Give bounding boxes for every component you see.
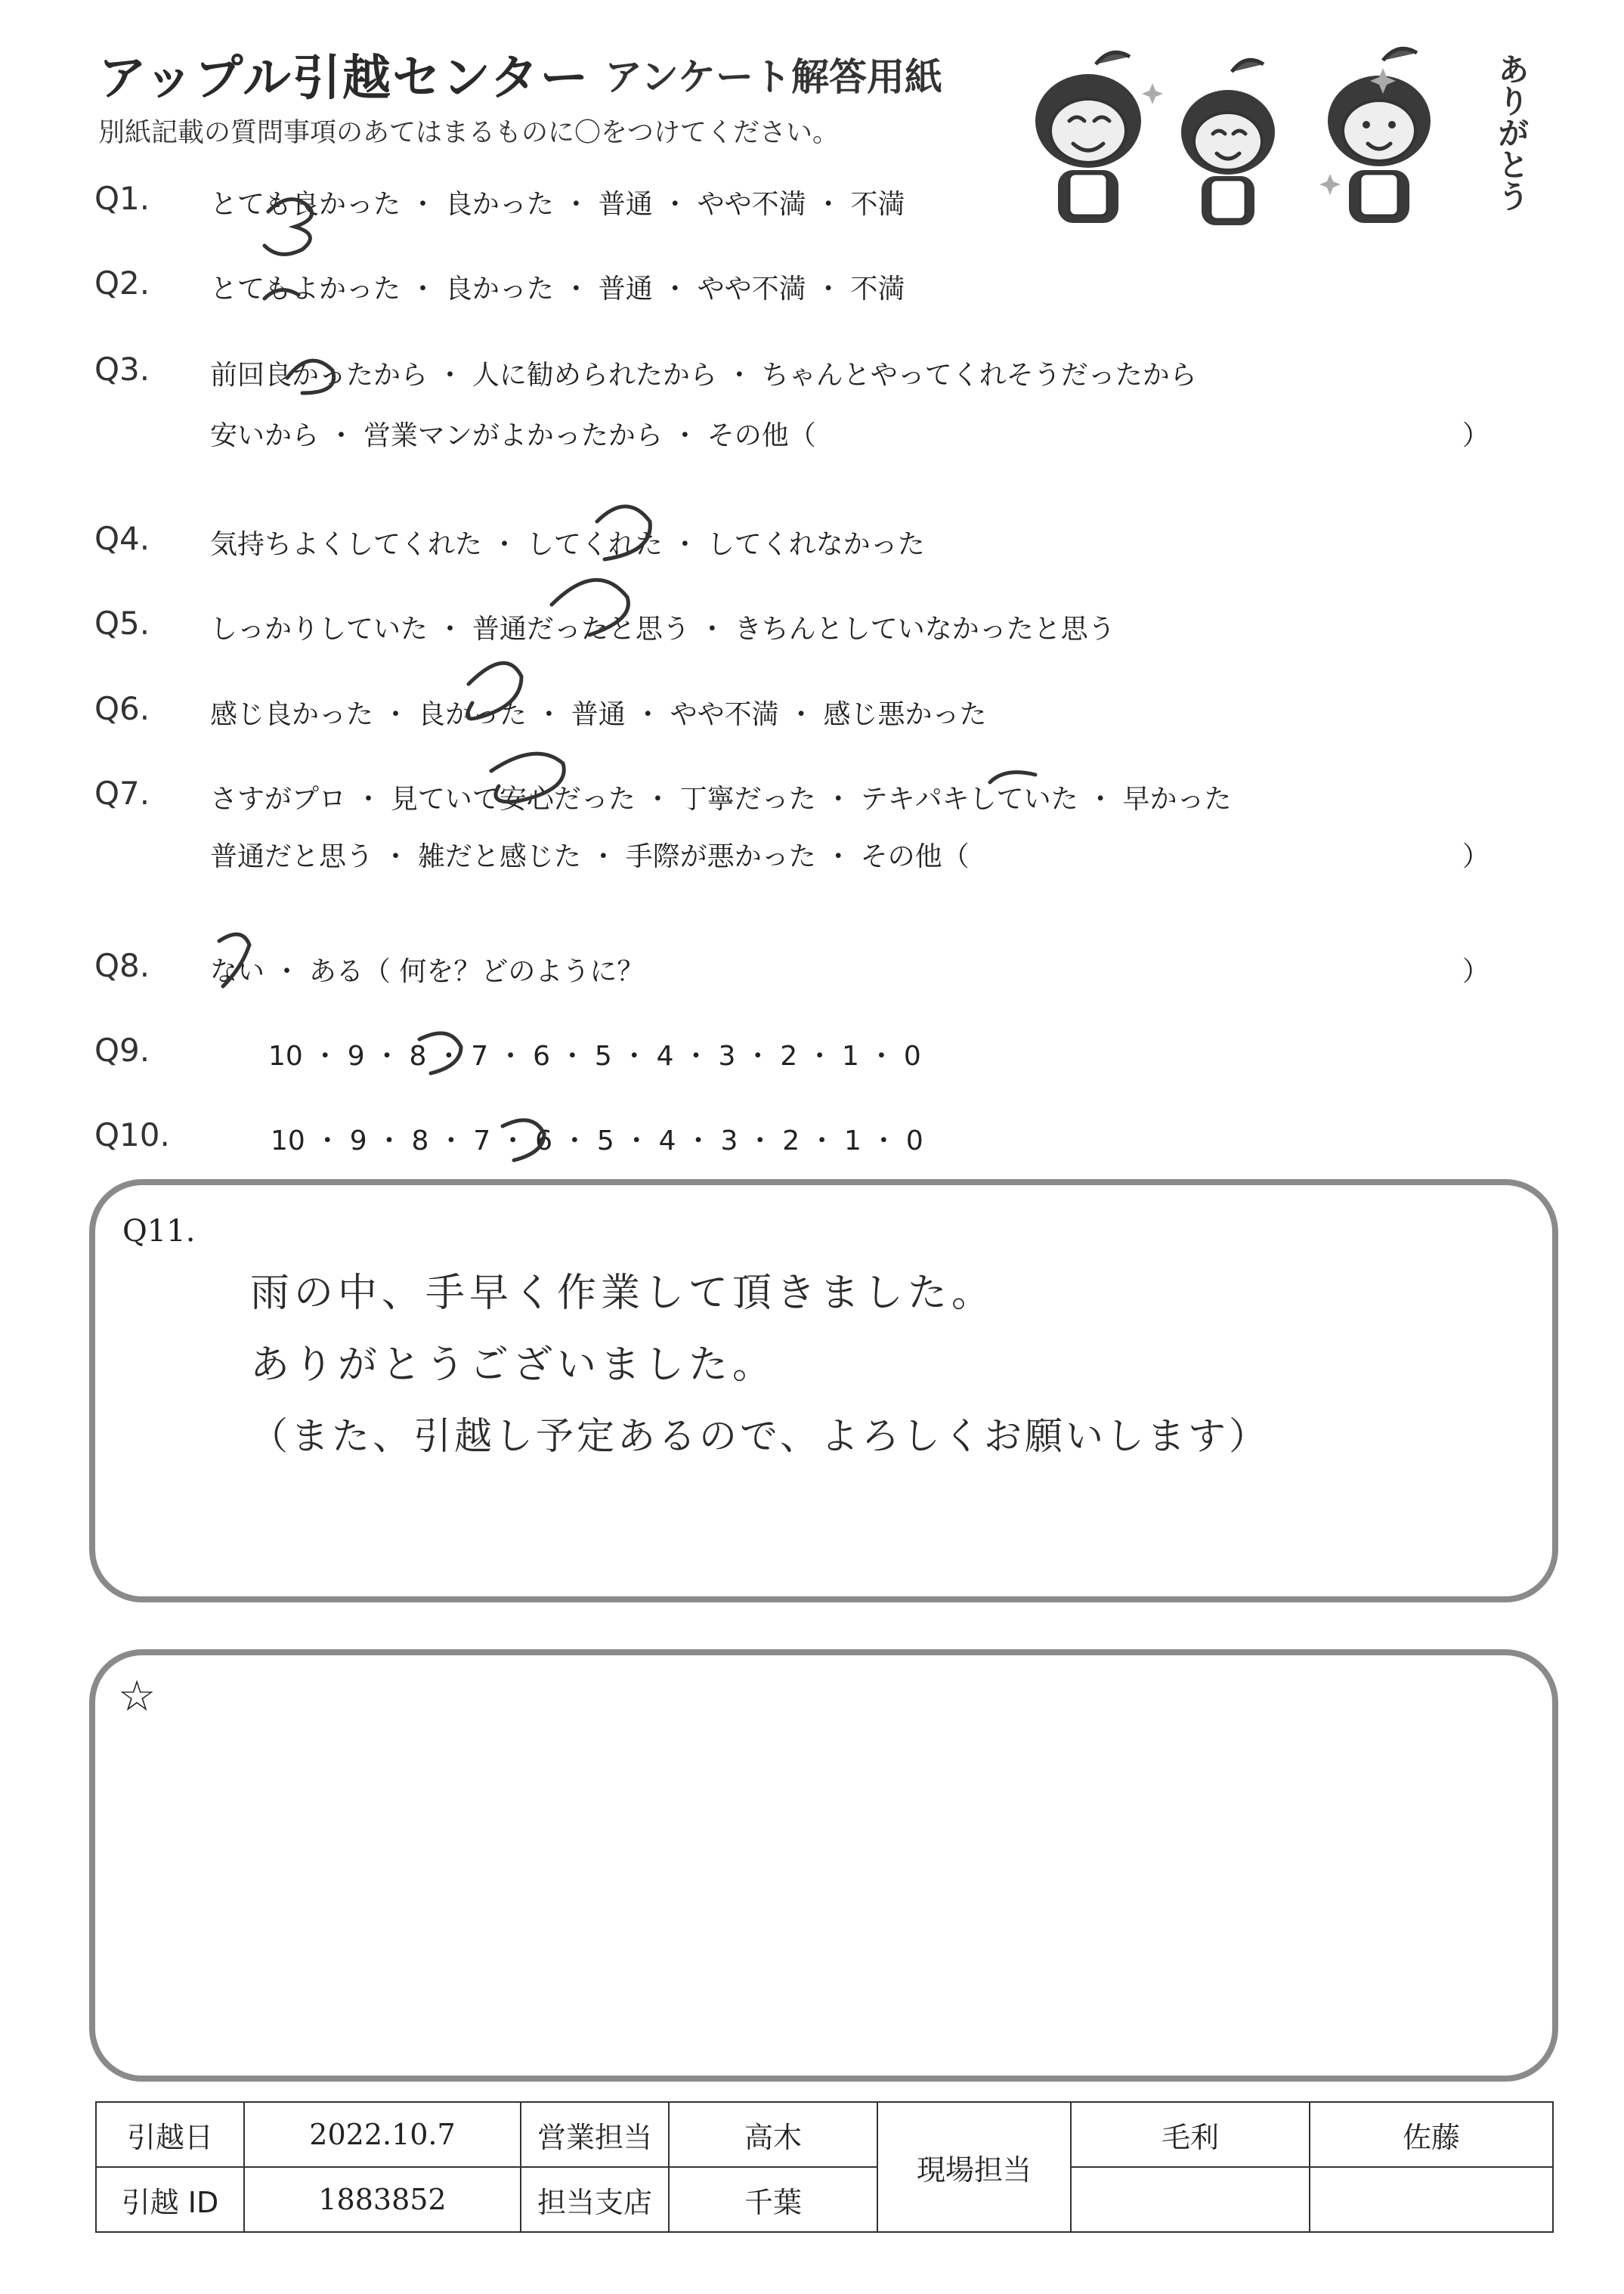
question-number: Q2. xyxy=(94,265,150,302)
answer-mark-q3 xyxy=(287,361,334,393)
answer-mark-q6 xyxy=(468,663,521,719)
sales-name[interactable]: 高木 xyxy=(669,2102,877,2167)
site-staff-empty-cell[interactable] xyxy=(1071,2167,1310,2232)
answer-mark-q7b xyxy=(990,772,1035,782)
answer-mark-q8 xyxy=(219,934,249,986)
answer-mark-q2 xyxy=(264,290,299,299)
moving-date-value[interactable]: 2022.10.7 xyxy=(244,2102,521,2167)
question-number: Q4. xyxy=(94,520,150,557)
close-paren: ） xyxy=(1462,420,1490,451)
question-number: Q10. xyxy=(94,1116,170,1153)
q11-label: Q11. xyxy=(122,1214,196,1249)
question-options[interactable]: しっかりしていた ・ 普通だったと思う ・ きちんとしていなかったと思う xyxy=(210,614,1115,645)
moving-id-value[interactable]: 1883852 xyxy=(244,2167,521,2232)
answer-mark-q1 xyxy=(264,200,312,255)
moving-date-label: 引越日 xyxy=(96,2102,244,2167)
rating-scale[interactable]: 10 ・ 9 ・ 8 ・ 7 ・ 6 ・ 5 ・ 4 ・ 3 ・ 2 ・ 1 ・ 0 xyxy=(268,1041,921,1072)
branch-label: 担当支店 xyxy=(521,2167,669,2232)
moving-id-label: 引越 ID xyxy=(96,2167,244,2232)
close-paren: ） xyxy=(1462,956,1490,987)
thanks-vertical-text: ありがとう xyxy=(1493,53,1530,212)
question-options[interactable]: さすがプロ ・ 見ていて安心だった ・ 丁寧だった ・ テキパキしていた ・ 早かった xyxy=(210,784,1232,815)
question-number: Q6. xyxy=(94,690,150,727)
question-options[interactable]: 普通だと思う ・ 雑だと感じた ・ 手際が悪かった ・ その他（ xyxy=(210,841,970,872)
comment-line: （また、引越し予定あるので、よろしくお願いします） xyxy=(250,1414,1270,1458)
answer-mark-q7 xyxy=(491,754,564,802)
branch-name[interactable]: 千葉 xyxy=(669,2167,877,2232)
question-number: Q3. xyxy=(94,351,150,388)
question-number: Q8. xyxy=(94,947,150,984)
answer-mark-q4 xyxy=(597,506,650,559)
question-options[interactable]: ない ・ ある（ 何を？どのように？ xyxy=(210,956,645,987)
site-staff-1[interactable]: 毛利 xyxy=(1071,2102,1310,2167)
close-paren: ） xyxy=(1462,841,1490,872)
site-label: 現場担当 xyxy=(877,2102,1071,2232)
sales-label: 営業担当 xyxy=(521,2102,669,2167)
form-title: アンケート解答用紙 xyxy=(605,55,942,99)
question-options[interactable]: 感じ良かった ・ 良かった ・ 普通 ・ やや不満 ・ 感じ悪かった xyxy=(210,699,987,730)
site-staff-2[interactable]: 佐藤 xyxy=(1310,2102,1553,2167)
footer-table xyxy=(95,2101,1554,2233)
question-number: Q1. xyxy=(94,180,150,217)
staff-notes-box[interactable] xyxy=(89,1649,1558,2082)
answer-mark-q9 xyxy=(419,1033,461,1073)
question-options[interactable]: とてもよかった ・ 良かった ・ 普通 ・ やや不満 ・ 不満 xyxy=(210,274,905,305)
question-options[interactable]: 気持ちよくしてくれた ・ してくれた ・ してくれなかった xyxy=(210,529,925,560)
instruction-text: 別紙記載の質問事項のあてはまるものに〇をつけてください。 xyxy=(98,118,840,148)
answer-mark-q5 xyxy=(552,580,628,635)
q11-comment-box[interactable] xyxy=(89,1179,1558,1602)
rating-scale[interactable]: 10 ・ 9 ・ 8 ・ 7 ・ 6 ・ 5 ・ 4 ・ 3 ・ 2 ・ 1 ・ 0 xyxy=(271,1125,923,1156)
question-options[interactable]: 安いから ・ 営業マンがよかったから ・ その他（ xyxy=(210,420,816,451)
question-number: Q5. xyxy=(94,605,150,642)
question-number: Q9. xyxy=(94,1032,150,1069)
question-options[interactable]: とても良かった ・ 良かった ・ 普通 ・ やや不満 ・ 不満 xyxy=(210,189,905,220)
question-number: Q7. xyxy=(94,775,150,812)
star-icon: ☆ xyxy=(118,1672,156,1721)
comment-line: ありがとうございました。 xyxy=(250,1342,777,1388)
site-staff-empty-cell[interactable] xyxy=(1310,2167,1553,2232)
comment-line: 雨の中、手早く作業して頂きました。 xyxy=(250,1271,996,1316)
company-name: アップル引越センター xyxy=(98,51,590,107)
question-options[interactable]: 前回良かったから ・ 人に勧められたから ・ ちゃんとやってくれそうだったから xyxy=(210,360,1197,391)
answer-mark-q10 xyxy=(503,1120,544,1160)
